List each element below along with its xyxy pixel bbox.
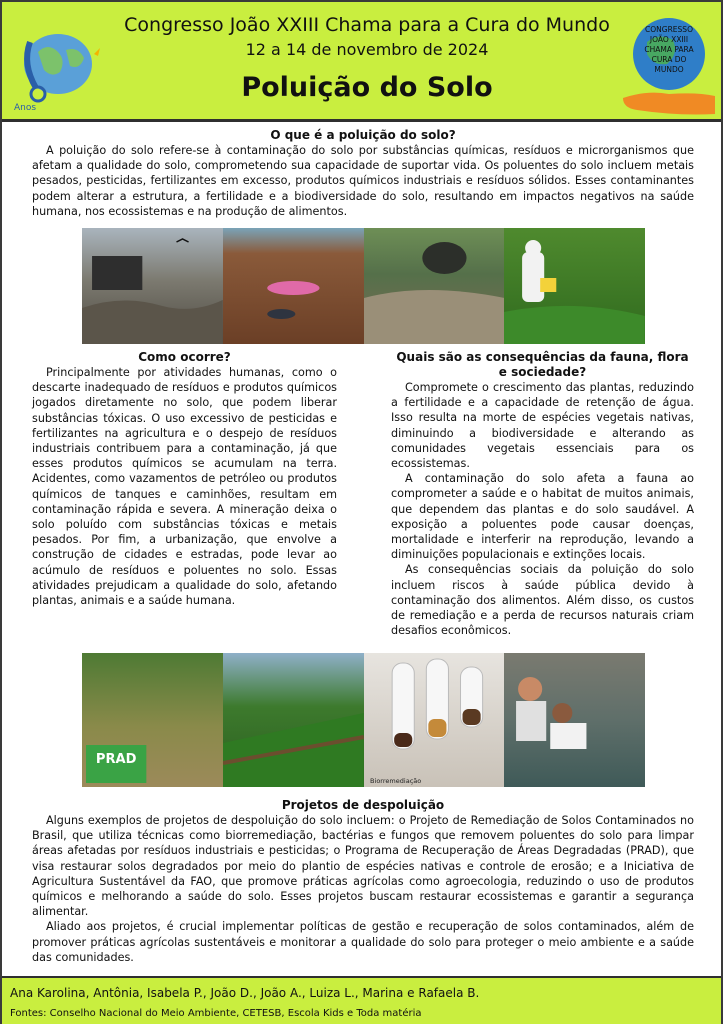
top-photo-strip xyxy=(82,228,645,344)
projects-heading: Projetos de despoluição xyxy=(281,798,445,812)
projects-text: Alguns exemplos de projetos de despoluição do solo incluem: o Projeto de Remediação de Solos Contaminados no Brasil, que utiliza técnicas como biorremediação, bactérias e fungos que removem poluentes do solo para limpar áreas afetadas por resíduos industriais e pesticidas; o Programa de Recuperação de Áreas Degradadas (PRAD), que visa restaurar solos degradados por meio do plantio de espécies nativas e controle de erosão; e a Iniciativa de Agricultura Sustentável da FAO, que promove práticas agrícolas como agroecologia, reduzindo o uso de produtos químicos e melhorando a saúde do solo. Esses projetos buscam restaurar ecossistemas e garantir a segurança alimentar. xyxy=(32,814,694,919)
landfill-photo xyxy=(82,228,223,344)
svg-text:PRAD: PRAD xyxy=(95,752,137,767)
svg-text:MUNDO: MUNDO xyxy=(654,65,684,74)
prad-reforestation-photo xyxy=(82,653,223,787)
svg-text:Anos: Anos xyxy=(14,103,37,112)
how-it-occurs-heading: Como ocorre? xyxy=(138,350,231,364)
60-years-globe-logo xyxy=(8,12,108,112)
consequences-heading: Quais são as consequências da fauna, flora e sociedade? xyxy=(396,350,689,379)
nursery-seedlings-photo xyxy=(223,653,364,787)
svg-text:CHAMA PARA: CHAMA PARA xyxy=(644,45,694,54)
header-banner xyxy=(2,2,721,122)
footer-banner xyxy=(2,976,721,1024)
sources: Fontes: Conselho Nacional do Meio Ambiente, CETESB, Escola Kids e Toda matéria xyxy=(10,1008,422,1019)
hand-globe-logo xyxy=(617,10,717,118)
how-it-occurs-section xyxy=(32,350,337,608)
consequences-flora-text: Compromete o crescimento das plantas, reduzindo a fertilidade e a capacidade de retenção de água. Isso resulta na morte de espécies vegetais nativas, diminuindo a biodiversidade e alterando as comunidades vegetais essenciais para os ecossistemas. xyxy=(391,381,694,471)
congress-dates: 12 a 14 de novembro de 2024 xyxy=(245,40,489,59)
projects-policy-text: Aliado aos projetos, é crucial implementar políticas de gestão e recuperação de solos contaminados, além de promover práticas agrícolas sustentáveis e monitorar a qualidade do solo para proteger o meio ambiente e a saúde das comunidades. xyxy=(32,920,694,964)
pesticide-spraying-photo xyxy=(504,228,645,344)
projects-section xyxy=(32,798,694,965)
svg-text:JOÃO XXIII: JOÃO XXIII xyxy=(649,35,689,44)
sewage-outflow-photo xyxy=(364,228,505,344)
svg-text:CONGRESSO: CONGRESSO xyxy=(645,25,693,34)
intro-heading: O que é a poluição do solo? xyxy=(270,128,456,142)
svg-text:Biorremediação: Biorremediação xyxy=(369,777,421,785)
bottom-photo-strip xyxy=(82,653,645,787)
congress-name: Congresso João XXIII Chama para a Cura do Mundo xyxy=(124,14,610,36)
polluted-beach-photo xyxy=(223,228,364,344)
consequences-section xyxy=(391,350,694,638)
how-it-occurs-text: Principalmente por atividades humanas, como o descarte inadequado de resíduos e produtos químicos jogados diretamente no solo, que podem liberar substâncias tóxicas. O uso excessivo de pesticidas e fertilizantes na agricultura e o despejo de resíduos industriais contribuem para a contaminação, já que esses produtos químicos se acumulam na terra. Acidentes, como vazamentos de petróleo ou produtos químicos de tanques e caminhões, resultam em contaminação rápida e severa. A mineração deixa o solo poluído com substâncias tóxicas e metais pesados. Por fim, a urbanização, que envolve a construção de cidades e estradas, pode levar ao acúmulo de resíduos e poluentes no solo. Essas atividades prejudicam a qualidade do solo, afetando plantas, animais e a saúde humana. xyxy=(32,366,337,608)
consequences-fauna-text: A contaminação do solo afeta a fauna ao comprometer a saúde e o habitat de muitos animais, que dependem das plantas e do solo saudável. A exposição a poluentes pode causar doenças, mortalidade e interferir na reprodução, levando a diminuições populacionais e extinções locais. xyxy=(391,472,694,562)
intro-section xyxy=(32,128,694,219)
svg-text:CURA DO: CURA DO xyxy=(651,55,687,64)
consequences-society-text: As consequências sociais da poluição do solo incluem riscos à saúde pública devido à contaminação dos alimentos. Além disso, os custos de remediação e a perda de recursos naturais criam desafios econômicos. xyxy=(391,563,694,638)
water-sampling-photo xyxy=(504,653,645,787)
bioremediation-test-tubes-photo xyxy=(364,653,505,787)
authors: Ana Karolina, Antônia, Isabela P., João D., João A., Luiza L., Marina e Rafaela B. xyxy=(10,986,480,1000)
page-title: Poluição do Solo xyxy=(241,72,493,103)
intro-text: A poluição do solo refere-se à contaminação do solo por substâncias químicas, resíduos e microrganismos que afetam a qualidade do solo, comprometendo sua capacidade de suportar vida. Os poluentes do solo incluem metais pesados, pesticidas, fertilizantes em excesso, produtos químicos industriais e resíduos sólidos. Esses contaminantes podem alterar a estrutura, a fertilidade e a biodiversidade do solo, resultando em impactos negativos na saúde humana, nos ecossistemas e na produção de alimentos. xyxy=(32,144,694,218)
